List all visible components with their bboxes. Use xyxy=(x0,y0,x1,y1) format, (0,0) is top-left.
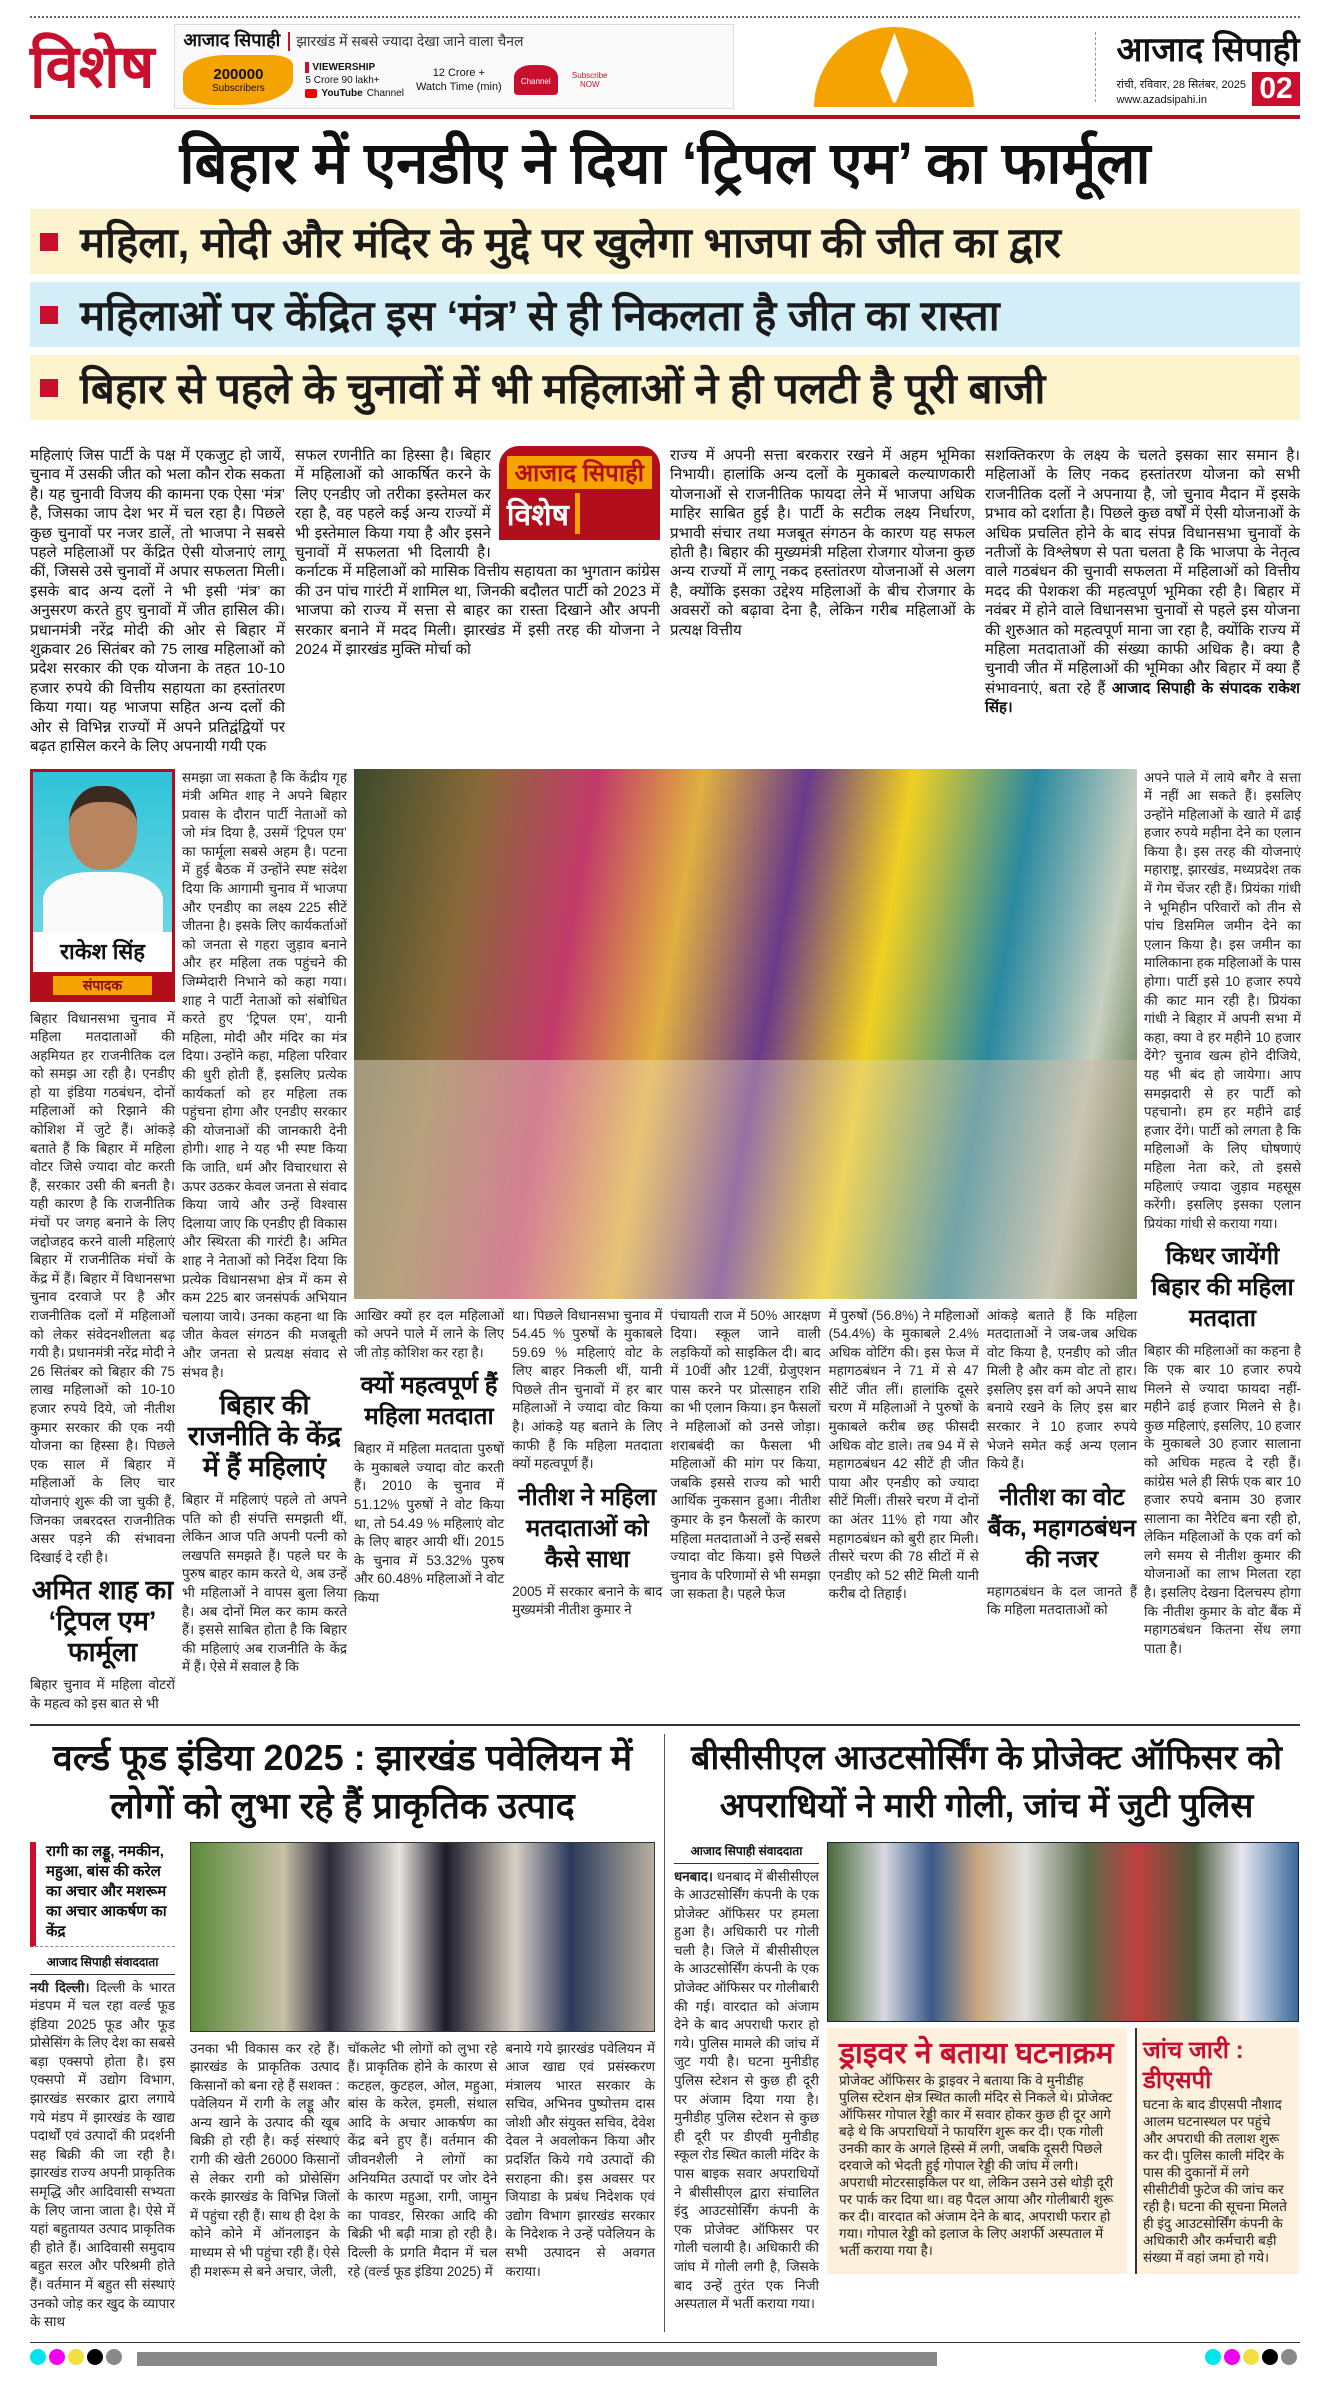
column-text: आंकड़े बताते हैं कि महिला मतदाताओं ने जब-जब अधिक वोट किया है, एनडीए को जीत मिली है और कम वोट तो हार। इसलिए इस वर्ग को अपने साथ बनाये रखने के लिए इस बार सरकार ने 10 हजार रुपये भेजने समेत कई अन्य एलान किये हैं। xyxy=(986,1307,1137,1472)
subhead-center: बिहार की राजनीति के केंद्र में हैं महिलाएं xyxy=(187,1390,342,1483)
top-rule xyxy=(30,16,1300,18)
ad-watch-time-label: Watch Time (min) xyxy=(415,81,502,93)
registration-marks-left xyxy=(30,2349,125,2370)
section-label: विशेष xyxy=(30,32,155,100)
box-text: घटना के बाद डीएसपी नौशाद आलम घटनास्थल पर पहुंचे और अपराधी की तलाश शुरू कर दी। पुलिस काली मंदिर के पास की दुकानों में लगे सीसीटीवी फुटेज की जांच कर रही है। घटना की सूचना मिलते ही इंदु आउटसोर्सिंग कंपनी के अधिकारी और कर्मचारी बड़ी संख्या में वहां जमा हो गये। xyxy=(1143,2096,1287,2265)
ad-watch-time: 12 Crore + xyxy=(432,67,485,79)
bccl-byline: आजाद सिपाही संवाददाता xyxy=(674,1842,819,1864)
column-text: था। पिछले विधानसभा चुनाव में 54.45 % पुरुषों के मुकाबले 59.69 % महिलाएं वोट के लिए बाहर निकली थीं, यानी पिछले तीन चुनावों में हर बार महिलाओं ने ज्यादा वोट किया है। आंकड़े यह बताने के लिए काफी हैं कि महिला मतदाता क्यों महत्वपूर्ण हैं। xyxy=(512,1307,663,1472)
section-divider xyxy=(30,1724,1300,1726)
women-voters-photo xyxy=(354,769,1137,1299)
jharkhand-pavilion-photo xyxy=(190,1842,655,2032)
story-divider xyxy=(664,1734,665,2332)
dsp-investigation-box xyxy=(1135,2028,1299,2274)
editor-name: राकेश सिंह xyxy=(33,932,172,972)
column-text: समझा जा सकता है कि केंद्रीय गृह मंत्री अमित शाह ने अपने बिहार प्रवास के दौरान पार्टी नेताओं को जो मंत्र दिया है, उसमें ‘ट्रिपल एम’ का फार्मूला सबसे अहम है। पटना में हुई बैठक में उन्होंने स्पष्ट संदेश दिया कि आगामी चुनाव में भाजपा और एनडीए का लक्ष्य 225 सीटें जीतना है। इसके लिए कार्यकर्ताओं को जनता से गहरा जुड़ाव बनाने और हर महिला तक पहुंचने की जिम्मेदारी निभाने को कहा गया। शाह ने पार्टी नेताओं को संबोधित करते हुए ‘ट्रिपल एम’, यानी महिला, मोदी और मंदिर का मंत्र दिया। उन्होंने कहा, महिला परिवार की धुरी होती हैं, इसलिए प्रत्येक कार्यकर्ता को हर महिला तक पहुंचना होगा और एनडीए सरकार की योजनाओं की जानकारी देनी होगी। शाह ने यह भी स्पष्ट किया कि जाति, धर्म और विचारधारा से ऊपर उठकर केवल जनता से संवाद किया जाये और उन्हें विश्वास दिलाया जाए कि एनडीए ही विकास और स्थिरता की गारंटी है। अमित शाह ने नेताओं को निर्देश दिया कि प्रत्येक विधानसभा क्षेत्र में कम से कम 225 बार जनसंपर्क अभियान चलाया जाये। उनका कहना था कि जीत केवल संगठन की मजबूती और जनता से प्रत्यक्ष संवाद से संभव है। xyxy=(182,769,347,1380)
food-byline: आजाद सिपाही संवाददाता xyxy=(30,1947,175,1975)
intro-para-2: सफल रणनीति का हिस्सा है। बिहार में महिलाओं को आकर्षित करने के लिए एनडीए जो तरीका इस्तेमल कर रहा है, वह पहले कई अन्य राज्यों में भी इस्तेमाल किया गया है और इसने चुनावों में सफलता भी दिलायी है। कर्नाटक में महिलाओं को मासिक वित्तीय सहायता का भुगतान कांग्रेस की उन पांच गारंटी में शामिल था, जिनकी बदौलत पार्टी को 2023 में भाजपा को राज्य में सत्ता से बाहर का रास्ता दिखाने और अपनी सरकार बनाने में मदद मिली। झारखंड में इसी तरह की योजना ने 2024 में झारखंड मुक्ति मोर्चा को xyxy=(295,447,660,659)
ad-subscribers-label: Subscribers xyxy=(211,83,265,94)
intro-byline: आजाद सिपाही के संपादक राकेश सिंह। xyxy=(985,679,1300,717)
subhead-where-women: किधर जायेंगी बिहार की महिला मतदाता xyxy=(1151,1243,1294,1333)
food-text xyxy=(30,1979,175,2332)
column-text: बिहार चुनाव में महिला वोटरों के महत्व को इस बात से भी xyxy=(30,1677,175,1711)
registration-marks-right xyxy=(1205,2349,1300,2370)
ad-youtube: YouTube xyxy=(321,87,363,99)
box-text: प्रोजेक्ट ऑफिसर के ड्राइवर ने बताया कि वे मुनीडीह पुलिस स्टेशन क्षेत्र स्थित काली मंदिर से निकले थे। प्रोजेक्ट ऑफिसर गोपाल रेड्डी कार में सवार होकर कुछ ही दूर आगे बढ़े थे कि अपराधियों ने फायरिंग शुरू कर दी। एक गोली उनकी कार के अगले हिस्से में लगी, जबकि दूसरी पिछले दरवाजे को भेदती हुई गोपाल रेड्डी की जांघ में लगी। अपराधी मोटरसाइकिल पर था, लेकिन उसने उसे थोड़ी दूरी पर पार्क कर दिया था। वह पैदल आया और गोलीबारी शुरू कर दी। वारदात को अंजाम देने के बाद, अपराधी फरार हो गया। गोपाल रेड्डी को इलाज के लिए अशर्फी अस्पताल में भर्ती कराया गया है। xyxy=(839,2072,1114,2258)
registration-bar xyxy=(137,2352,937,2366)
ad-channel: Channel xyxy=(366,87,404,99)
ad-viewership-value: 5 Crore 90 lakh+ xyxy=(305,74,380,86)
subhead-nitish: नीतीश ने महिला मतदाताओं को कैसे साधा xyxy=(518,1483,657,1573)
pen-nib-logo-icon xyxy=(814,27,974,107)
bullet-square-icon xyxy=(40,306,58,324)
crime-scene-photo xyxy=(827,1842,1299,2022)
highlight-text: महिलाओं पर केंद्रित इस ‘मंत्र’ से ही निकलता है जीत का रास्ता xyxy=(80,292,1000,339)
column-text: बिहार विधानसभा चुनाव में महिला मतदाताओं की अहमियत हर राजनीतिक दल को समझ आ रही है। एनडीए हो या इंडिया गठबंधन, दोनों महिलाओं को रिझाने की कोशिश में जुटे हैं। आंकड़े बताते हैं कि बिहार में महिला वोटर जिसे ज्यादा वोट करती हैं, सरकार उसी की बनती है। यही कारण है कि राजनीतिक मंचों पर जगह बनाने के लिए जद्दोजहद करने वाली महिलाएं बिहार में राजनीतिक मंचों के केंद्र में हैं। बिहार में विधानसभा चुनाव दरवाजे पर है और राजनीतिक दलों में महिलाओं को लेकर संवेदनशीलता बढ़ गयी है। प्रधानमंत्री नरेंद्र मोदी ने 26 सितंबर को बिहार की 75 लाख महिलाओं को 10-10 हजार रुपये दिये, जो नीतीश कुमार सरकार की एक नयी योजना का हिस्सा है। पिछले एक साल में बिहार में महिलाओं के लिए चार योजनाएं शुरू की जा चुकी हैं, जिनका जबरदस्त राजनीतिक असर पड़ने की संभावना दिखाई दे रही है। xyxy=(30,1010,175,1565)
column-text: बिहार में महिला मतदाता पुरुषों के मुकाबले ज्यादा वोट करती हैं। 2010 के चुनाव में 51.12% पुरुषों ने वोट किया था, तो 54.49 % महिलाएं वोट के लिए बाहर आयी थीं। 2015 के चुनाव में 53.32% पुरुष और 60.48% महिलाओं ने वोट किया xyxy=(354,1441,505,1606)
column-text: महागठबंधन के दल जानते हैं कि महिला मतदाताओं को xyxy=(986,1583,1137,1618)
column-text: 2005 में सरकार बनाने के बाद मुख्यमंत्री नीतीश कुमार ने xyxy=(512,1583,663,1618)
column-text: बिहार की महिलाओं का कहना है कि एक बार 10 हजार रुपये मिलने से ज्यादा फायदा नहीं-महीने ढाई हजार मिलने से है। कुछ महिलाएं, इसलिए, 10 हजार के मुकाबले 30 हजार सालाना को अधिक महत्व दे रही हैं। कांग्रेस भले ही सिर्फ एक बार 10 हजार रुपये बनाम 30 हजार सालाना का नैरेटिव बना रही हो, लेकिन महिलाओं के एक वर्ग को लगे समय से नीतीश कुमार की योजनाओं का लाभ मिलता रहा है। इसलिए देखना दिलचस्प होगा कि नीतीश कुमार के वोट बैंक में महागठबंधन कितना सेंध लगा पाता है। xyxy=(1144,1343,1301,1656)
food-kicker-text: रागी का लड्डू, नमकीन, महुआ, बांस की करेल का अचार और मशरूम का अचार आकर्षण का केंद्र xyxy=(46,1842,167,1940)
food-text-col1: दिल्ली के भारत मंडपम में चल रहा वर्ल्ड फूड इंडिया 2025 फूड और फूड प्रोसेसिंग के लिए देश का सबसे बड़ा एक्सपो होता है। इस एक्सपो में उद्योग विभाग, झारखंड सरकार द्वारा लगाये गये मंडप में झारखंड के खाद्य पदार्थों एवं उत्पादों की प्रदर्शनी सह बिक्री की जा रही है। झारखंड राज्य अपनी प्राकृतिक समृद्धि और आदिवासी सभ्यता के लिए जाना जाता है। ऐसे में यहां बहुतायत उत्पाद प्राकृतिक ही होते हैं। आदिवासी समुदाय बहुत सरल और परिश्रमी होते हैं। वर्तमान में बहुत सी संस्थाएं उनको जोड़ कर खुद के व्यापार के साथ xyxy=(30,1979,175,2330)
bullet-square-icon xyxy=(40,379,58,397)
box-title: जांच जारी : डीएसपी xyxy=(1143,2036,1244,2094)
intro-para-1: महिलाएं जिस पार्टी के पक्ष में एकजुट हो जायें, चुनाव में उसकी जीत को भला कौन रोक सकता है। यह चुनावी विजय की कामना एक ऐसा ‘मंत्र’ है, जिसका जाप देश भर में चल रहा है। पिछले कुछ चुनावों पर नजर डालें, तो भाजपा ने सबसे पहले महिलाओं पर केंद्रित ऐसी योजनाएं लागू कीं, जिससे उसे चुनावों में अपार सफलता मिली। इसके बाद अन्य दलों ने भी इसी ‘मंत्र’ का अनुसरण करते हुए चुनावों में जीत हासिल की। प्रधानमंत्री नरेंद्र मोदी की ओर से बिहार में शुक्रवार 26 सितंबर को 75 लाख महिलाओं को प्रदेश सरकार की एक योजना के तहत 10-10 हजार रुपये की वित्तीय सहायता का हस्तांतरण किया गया। यह भाजपा सहित अन्य दलों की ओर से विभिन्न राज्यों में अपने प्रतिद्वंद्वियों पर बढ़त हासिल करने के लिए अपनायी गयी एक xyxy=(30,447,285,756)
food-headline: वर्ल्ड फूड इंडिया 2025 : झारखंड पवेलियन में लोगों को लुभा रहे हैं प्राकृतिक उत्पाद xyxy=(52,1736,633,1826)
bccl-text xyxy=(674,1868,819,2314)
column-text: आखिर क्यों हर दल महिलाओं को अपने पाले में लाने के लिए जी तोड़ कोशिश कर रहा है। xyxy=(354,1307,505,1360)
number-one-badge-icon xyxy=(514,65,558,95)
subscribe-button[interactable]: Subscribe NOW xyxy=(571,71,608,89)
website-link[interactable]: www.azadsipahi.in xyxy=(1116,93,1207,106)
food-text-col2: उनका भी विकास कर रहे हैं। झारखंड के प्राकृतिक उत्पाद किसानों को बना रहे हैं सशक्त : पवेलियन में रागी के लड्डू और अन्य खाने के उत्पाद की खूब बिक्री हो रही है। कई संस्थाएं रागी की खेती 26000 किसानों से लेकर रागी को प्रोसेसिंग करके झारखंड के विभिन्न जिलों में पहुंचा रही हैं। साथ ही देश के कोने कोने में ऑनलाइन के माध्यम से भी पहुंचा रही हैं। ऐसे ही मशरूम से बने अचार, जेली, xyxy=(190,2040,340,2279)
highlight-text: बिहार से पहले के चुनावों में भी महिलाओं ने ही पलटी है पूरी बाजी xyxy=(80,365,1046,412)
column-text: बिहार में महिलाएं पहले तो अपने पति को ही संपत्ति समझती थीं, लेकिन आज पति अपनी पत्नी को लखपति समझते हैं। पहले घर के पुरुष बाहर काम करते थे, अब उन्हें भी महिलाओं ने वापस बुला लिया है। अब दोनों मिल कर काम करते हैं। इससे साबित होता है कि बिहार की महिलाएं अब राजनीति के केंद्र में हैं। ऐसे में सवाल है कि xyxy=(182,1492,347,1675)
intro-para-4 xyxy=(985,446,1300,757)
jharkhand-map-icon xyxy=(183,55,293,105)
column-text: पंचायती राज में 50% आरक्षण दिया। स्कूल जाने वाली लड़कियों को साइकिल दी। बाद में 10वीं और 12वीं, ग्रेजुएशन पास करने पर प्रोत्साहन राशि का भी एलान किया। इन फैसलों ने महिलाओं को उनसे जोड़ा। शराबबंदी का फैसला भी महिलाओं की मांग पर किया, जबकि इससे राज्य को भारी आर्थिक नुकसान हुआ। नीतीश कुमार के इन फैसलों के कारण महिला मतदाताओं ने उन्हें सबसे ज्यादा वोट किया। इसे पिछले चुनाव के परिणामों से भी समझा जा सकता है। पहले फेज xyxy=(670,1307,821,1602)
ad-subscribers: 200000 xyxy=(213,66,264,83)
column-text: अपने पाले में लाये बगैर वे सत्ता में नहीं आ सकते हैं। इसलिए उन्होंने महिलाओं के खाते में ढाई हजार रुपये महीना देने का एलान किया है। इस तरह की योजनाएं महाराष्ट्र, झारखंड, मध्यप्रदेश तक में गेम चेंजर रही हैं। प्रियंका गांधी ने भूमिहीन परिवारों को तीन से पांच डिसमिल जमीन देने का एलान किया है। इस जमीन का मालिकाना हक महिलाओं के पास होगा। पार्टी इसे 10 हजार रुपये की काट मान रही है। प्रियंका गांधी ने बिहार में अपनी सभा में कहा, क्या वे हर महीने 10 हजार देंगे? चुनाव खत्म होने दीजिये, यह भी बंद हो जायेगा। आप समझदारी से हर पार्टी को पहचानो। हम हर महीने ढाई हजार देंगे। पार्टी को लगता है कि महिलाओं के लिए घोषणाएं महिला नेता करे, तो इससे महिलाएं ज्यादा जुड़ाव महसूस करेंगी। इसलिए इसका एलान प्रियंका गांधी से कराया गया। xyxy=(1144,769,1301,1231)
youtube-ad[interactable] xyxy=(174,24,734,109)
header-rule xyxy=(30,115,1300,119)
ad-badge: Channel xyxy=(520,77,551,86)
youtube-icon xyxy=(305,89,317,98)
masthead: आजाद सिपाही xyxy=(1116,30,1300,69)
highlight-3 xyxy=(30,355,1300,420)
highlight-2 xyxy=(30,282,1300,347)
box-title: ड्राइवर ने बताया घटनाक्रम xyxy=(839,2036,1114,2070)
bullet-square-icon xyxy=(40,233,58,251)
badge-brand: आजाद सिपाही xyxy=(507,456,652,489)
badge-section: विशेष xyxy=(507,493,580,534)
subhead-why-women: क्यों महत्वपूर्ण हैं महिला मतदाता xyxy=(360,1372,498,1431)
special-badge xyxy=(499,446,660,540)
ad-viewership-label: VIEWERSHIP xyxy=(305,62,404,73)
editor-photo xyxy=(30,769,175,1002)
column-text: में पुरुषों (56.8%) ने महिलाओं (54.4%) के मुकाबले 2.4% अधिक वोटिंग की। इस फेज में महागठबंधन ने 71 में से 47 सीटें जीत लीं। हालांकि दूसरे चरण में महिलाओं ने पुरुषों के मुकाबले करीब छह फीसदी अधिक वोट डाले। तब 94 में से महागठबंधन 42 सीटें ही जीत पाया और एनडीए को ज्यादा सीटें मिलीं। तीसरे चरण में दोनों का अंतर 11% हो गया और महागठबंधन को बुरी हार मिली। तीसरे चरण की 78 सीटों में से एनडीए को 52 सीटें मिली यानी करीब दो तिहाई। xyxy=(828,1307,979,1602)
intro-para-4-text: सशक्तिकरण के लक्ष्य के चलते इसका सार समान है। महिलाओं के लिए नकद हस्तांतरण योजना को सभी राजनीतिक दलों ने अपनाया है, जो चुनाव मैदान में इसके प्रभाव को दर्शाता है। पिछले कुछ वर्षों में ऐसी योजनाओं के अधिक प्रचलित होने के बाद संपन्न विधानसभा चुनावों के नतीजों के विश्लेषण से पता चलता है कि भाजपा के नेतृत्व वाले गठबंधन की चुनावी सफलता में महिलाओं को वित्तीय मदद की पेशकश की महत्वपूर्ण भूमिका रही है। बिहार में नवंबर में होने वाले विधानसभा चुनावों से पहले इस योजना की शुरुआत को महत्वपूर्ण माना जा रहा है, क्योंकि राज्य में महिला मतदाताओं की संख्या काफी अधिक है। क्या है चुनावी जीत में महिलाओं की भूमिका और बिहार में क्या हैं संभावनाएं, बता रहे हैं xyxy=(985,447,1300,697)
ad-brand: आजाद सिपाही xyxy=(183,30,281,50)
bccl-text-body: धनबाद में बीसीसीएल के आउटसोर्सिंग कंपनी के एक प्रोजेक्ट ऑफिसर पर हमला हुआ है। अधिकारी पर गोली चली है। जिले में बीसीसीएल के आउटसोर्सिंग कंपनी के एक प्रोजेक्ट ऑफिसर पर गोलीबारी की गई। वारदात को अंजाम देने के बाद अपराधी फरार हो गये। पुलिस मामले की जांच में जुट गयी है। घटना मुनीडीह पुलिस स्टेशन से कुछ ही दूरी पर अंजाम दिया गया है। मुनीडीह पुलिस स्टेशन से कुछ ही दूरी पर डीएवी मुनीडीह स्कूल रोड स्थित काली मंदिर के पास बाइक सवार अपराधियों ने बीसीसीएल द्वारा संचालित इंदु आउटसोर्सिंग कंपनी के एक प्रोजेक्ट ऑफिसर पर गोली चलायी है। अधिकारी की जांघ में गोली लगी है, जिसके बाद उन्हें तुरंत एक निजी अस्पताल में भर्ती कराया गया। xyxy=(674,1868,819,2312)
highlight-text: महिला, मोदी और मंदिर के मुद्दे पर खुलेगा भाजपा की जीत का द्वार xyxy=(80,219,1061,266)
food-dateline: नयी दिल्ली। xyxy=(30,1979,90,1995)
editor-title: संपादक xyxy=(53,976,152,995)
driver-account-box xyxy=(827,2028,1127,2274)
food-text-col4: बनाये गये झारखंड पवेलियन में आज खाद्य एवं प्रसंस्करण मंत्रालय भारत सरकार के सचिव, अभिनव पुष्पोत्तम दास जोशी और संयुक्त सचिव, देवेश देवल ने अवलोकन किया और प्रदर्शित किये गये उत्पादों की सराहना की। इस अवसर पर जियाडा के प्रबंध निदेशक एवं उद्योग विभाग झारखंड सरकार के निदेशक ने उन्हें पवेलियन के सभी उत्पादन से अवगत कराया। xyxy=(505,2040,655,2279)
subhead-vote-bank: नीतीश का वोट बैंक, महागठबंधन की नजर xyxy=(987,1483,1136,1573)
bccl-dateline: धनबाद। xyxy=(674,1868,713,1884)
food-text-col3: चॉकलेट भी लोगों को लुभा रहे हैं। प्राकृतिक होने के कारण से कटहल, कुटहल, ओल, महुआ, बांस के करेल, इमली, संथाल आदि के अचार आकर्षण का केंद्र बने हुए हैं। वर्तमान की जीवनशैली ने लोगों का अनियमित उत्पादों पर जोर देने के कारण महुआ, रागी, जामुन का पावडर, सिरका आदि की बिक्री भी बढ़ी मात्रा हो रही है। दिल्ली के प्रगति मैदान में चल रहे (वर्ल्ड फूड इंडिया 2025) में xyxy=(347,2040,498,2279)
dateline: रांची, रविवार, 28 सितंबर, 2025 xyxy=(1116,78,1246,91)
food-kicker xyxy=(30,1842,175,1947)
bccl-headline: बीसीसीएल आउटसोर्सिंग के प्रोजेक्ट ऑफिसर को अपराधियों ने मारी गोली, जांच में जुटी पुलिस xyxy=(691,1738,1282,1825)
highlight-1 xyxy=(30,209,1300,274)
ad-tagline: झारखंड में सबसे ज्यादा देखा जाने वाला चैनल xyxy=(288,32,523,51)
intro-para-3: राज्य में अपनी सत्ता बरकरार रखने में अहम भूमिका निभायी। हालांकि अन्य दलों के मुकाबले कल्याणकारी योजनाओं से राजनीतिक फायदा लेने में भाजपा अधिक माहिर साबित हुई है। पार्टी के सटीक लक्ष्य निर्धारण, प्रभावी संचार तथा मजबूत संगठन के कारण यह सफल होती है। बिहार की मुख्यमंत्री महिला रोजगार योजना कुछ अन्य राज्यों में लागू नकद हस्तांतरण योजनाओं से अलग है, क्योंकि इसका उद्देश्य महिलाओं के बीच रोजगार के अवसरों को बढ़ावा देना है, लेकिन गरीब महिलाओं के प्रत्यक्ष वित्तीय xyxy=(670,447,975,639)
main-headline: बिहार में एनडीए ने दिया ‘ट्रिपल एम’ का फार्मूला xyxy=(179,131,1151,196)
page-number: 02 xyxy=(1252,72,1300,106)
subhead-amit-shah: अमित शाह का ‘ट्रिपल एम’ फार्मूला xyxy=(31,1575,174,1668)
